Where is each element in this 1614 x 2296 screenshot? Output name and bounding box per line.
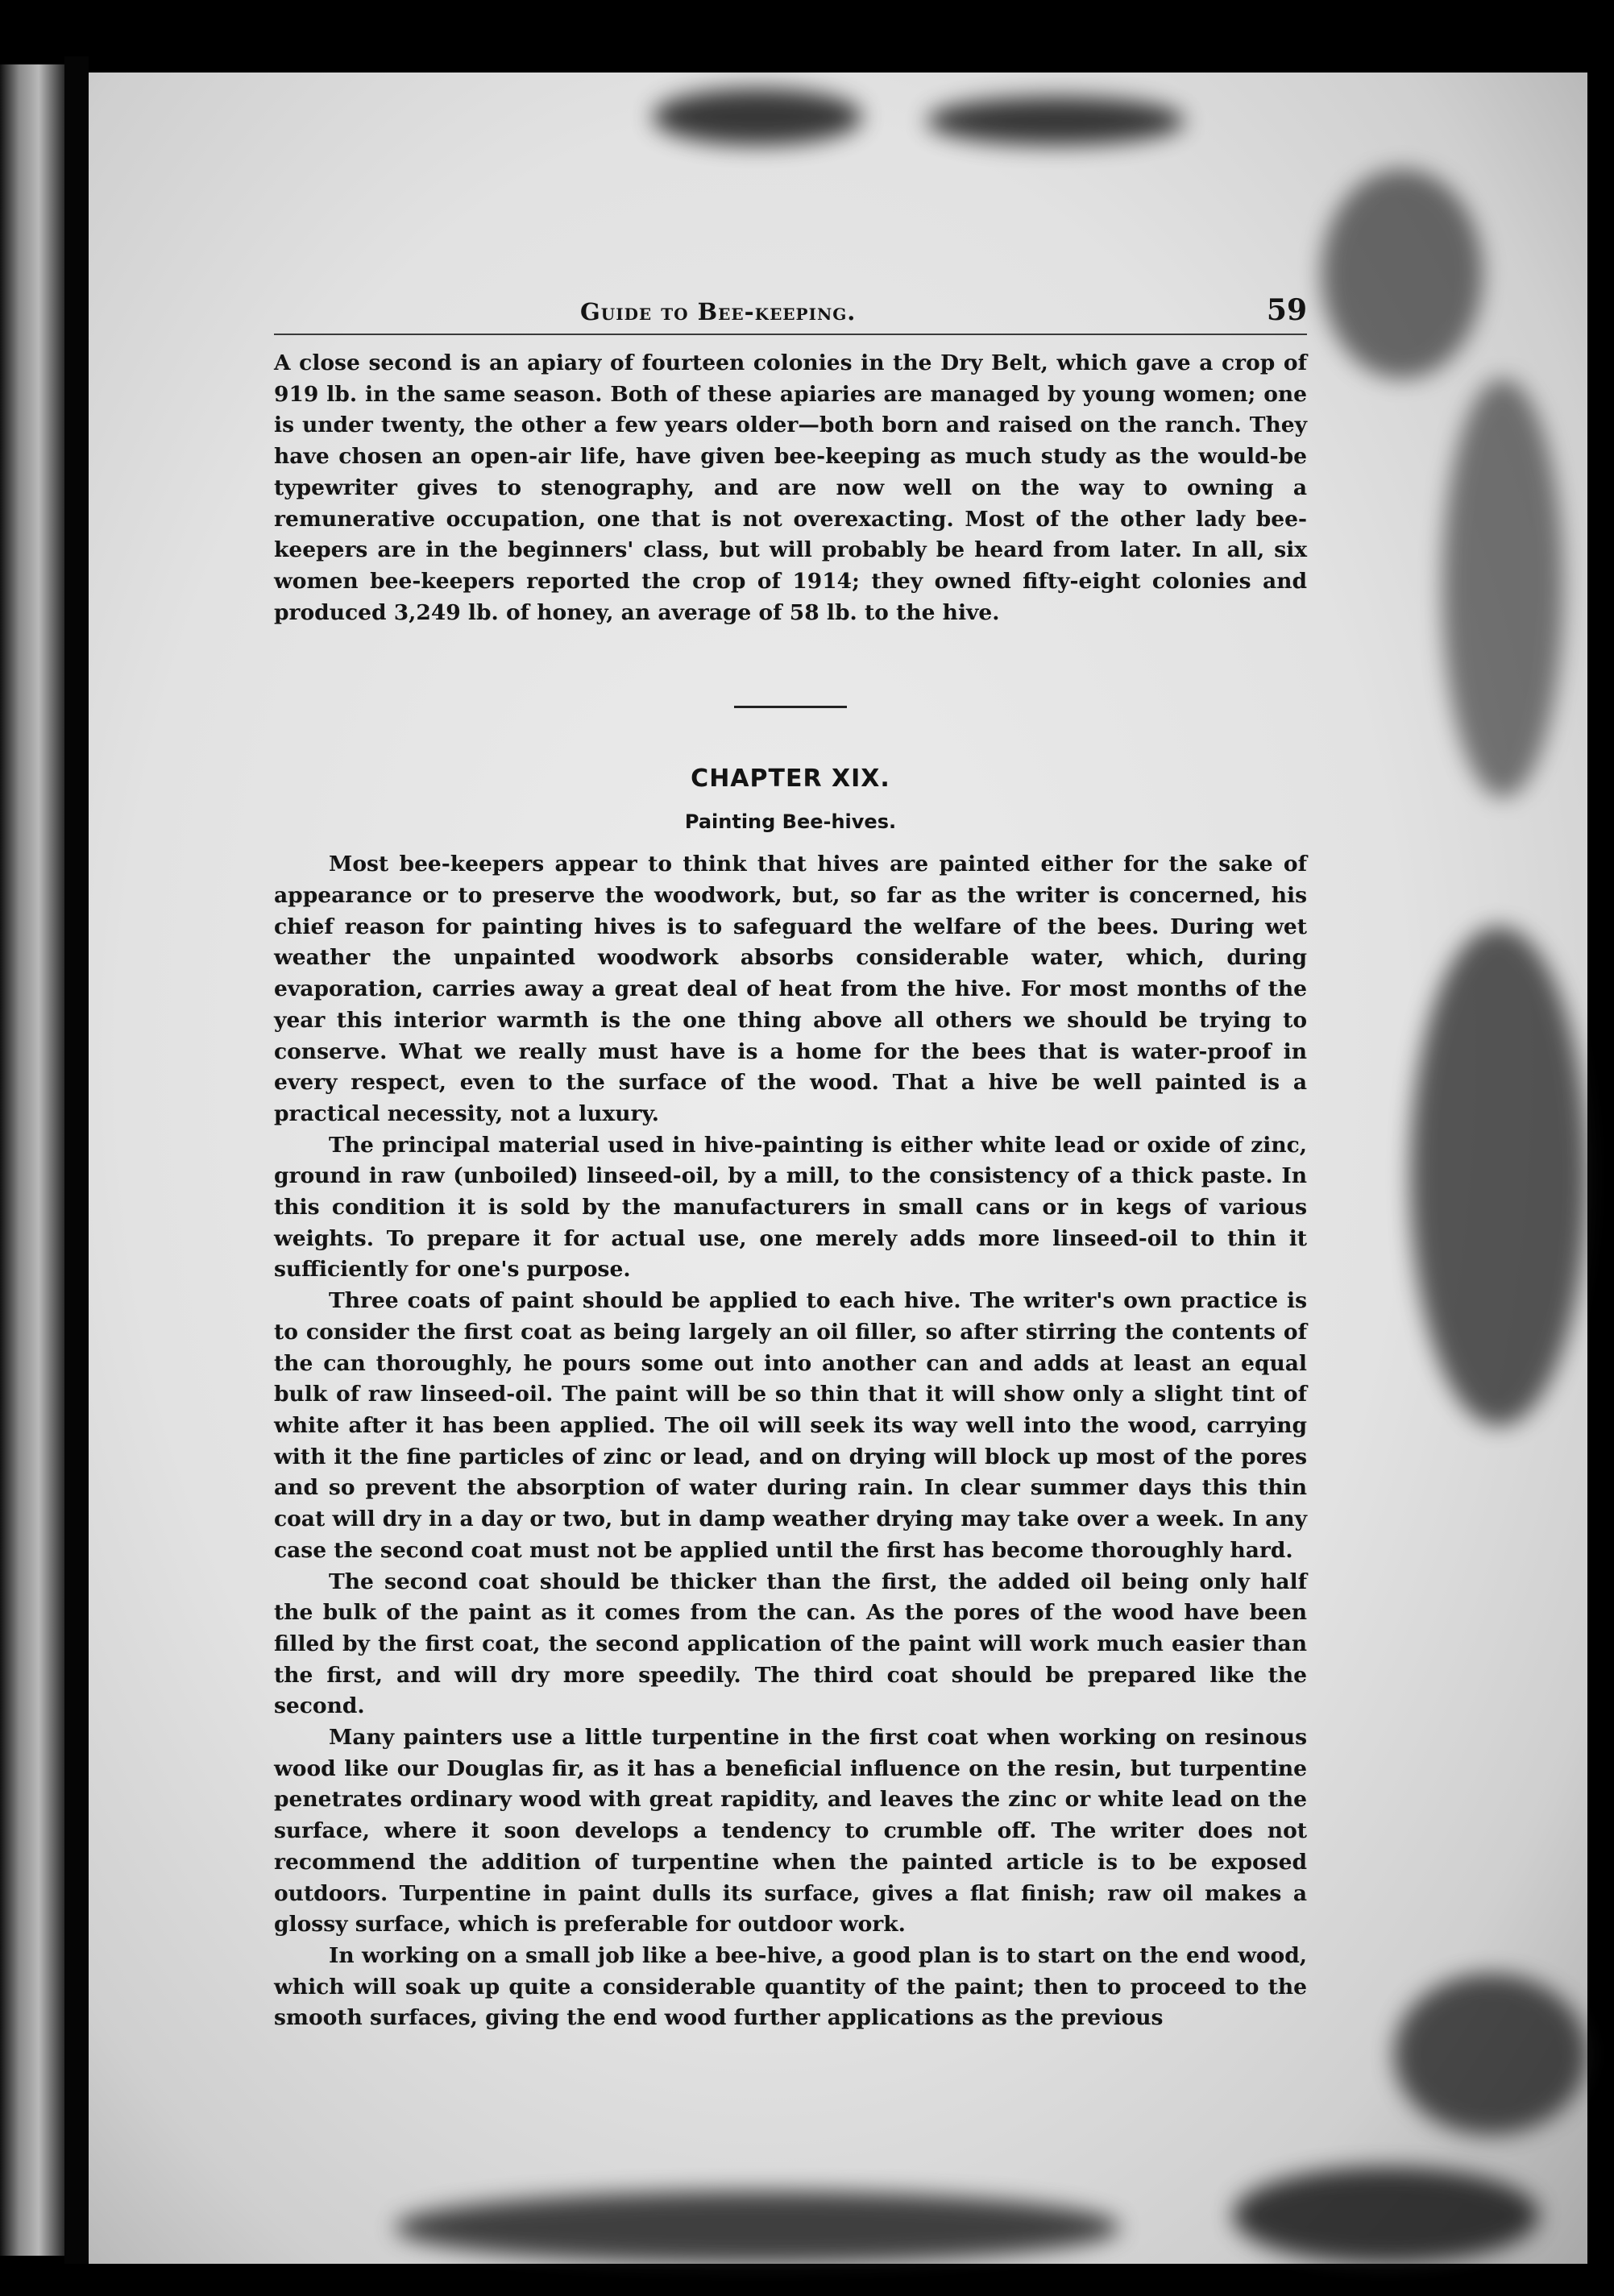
ink-stain [1394,1974,1587,2135]
facing-page-edge [0,64,64,2256]
binding-gutter [64,56,89,2264]
running-header [274,290,1307,335]
ink-stain [1410,926,1587,1426]
body-paragraph: Many painters use a little turpentine in the first coat when working on resinous wood like our Douglas fir, as it has a beneficial influence on the resin, but turpentine penetrates ordinary wood with great rapidity, and leaves the zinc or white lead on the surface, where it soon develops a tendency to crumble off. The writer does not recommend the addition of turpentine when the painted article is to be exposed outdoors. Turpentine in paint dulls its surface, gives a flat finish; raw oil makes a glossy surface, which is preferable for outdoor work. [274,1725,1307,1938]
ink-stain [653,89,862,145]
ink-stain [927,97,1185,145]
opening-paragraph: A close second is an apiary of fourteen colonies in the Dry Belt, which gave a crop of 919 lb. in the same season. Both of these apiaries are managed by young women; one is under twenty, the other a few years older—both born and raised on the ranch. They have chosen an open-air life, have given bee-keeping as much study as the would-be typewriter gives to stenography, and are now well on the way to owning a remunerative occupation, one that is not overexacting. Most of the other lady bee-keepers are in the beginners' class, but will probably be heard from later. In all, six women bee-keepers reported the crop of 1914; they owned fifty-eight colonies and produced 3,249 lb. of honey, an average of 58 lb. to the hive. [274,350,1307,625]
ink-stain [1442,379,1563,798]
body-paragraph: In working on a small job like a bee-hive, a good plan is to start on the end wood, which will soak up quite a considerable quantity of the paint; then to proceed to the smooth surfaces, giving the end wood further applications as the previous [274,1942,1307,2031]
ink-stain [1321,169,1483,379]
chapter-subtitle: Painting Bee-hives. [684,810,897,834]
body-paragraph: Three coats of paint should be applied to each hive. The writer's own practice is to consider the first coat as being largely an oil filler, so after stirring the contents of the can thoroughly, he pours some out into another can and adds at least an equal bulk of raw linseed-oil. The paint will be so thin that it will show only a slight tint of white after it has been applied. The oil will seek its way well into the wood, carrying with it the fine particles of zinc or lead, and on drying will block up most of the pores and so prevent the absorption of water during rain. In clear summer days this thin coat will dry in a day or two, but in damp weather drying may take over a week. In any case the second coat must not be applied until the first has become thoroughly hard. [274,1288,1307,1563]
body-paragraph: The principal material used in hive-painting is either white lead or oxide of zinc, ground in raw (unboiled) linseed-oil, by a mill, to the consistency of a thick paste. In this condition it is sold by the manufacturers in small cans or in kegs of various weights. To prepare it for actual use, one merely adds more linseed-oil to thin it sufficiently for one's purpose. [274,1132,1307,1283]
page-number: 59 [1266,293,1307,327]
ink-stain [1233,2167,1539,2264]
section-divider [734,706,847,708]
chapter-title: CHAPTER XIX. [691,765,890,794]
ink-stain [395,2191,1120,2264]
page-content [274,290,1307,2034]
body-paragraph: Most bee-keepers appear to think that hives are painted either for the sake of appearance or to preserve the woodwork, but, so far as the writer is concerned, his chief reason for painting hives is to safeguard the welfare of the bees. During wet weather the unpainted woodwork absorbs considerable water, which, during evaporation, carries away a great deal of heat from the hive. For most months of the year this interior warmth is the one thing above all others we should be trying to conserve. What we really must have is a home for the bees that is water-proof in every respect, even to the surface of the wood. That a hive be well painted is a practical necessity, not a luxury. [274,852,1307,1126]
running-title: Guide to Bee-keeping. [580,298,857,325]
body-paragraph: The second coat should be thicker than the first, the added oil being only half the bulk of the paint as it comes from the can. As the pores of the wood have been filled by the first coat, the second application of the paint will work much easier than the first, and will dry more speedily. The third coat should be prepared like the second. [274,1569,1307,1719]
